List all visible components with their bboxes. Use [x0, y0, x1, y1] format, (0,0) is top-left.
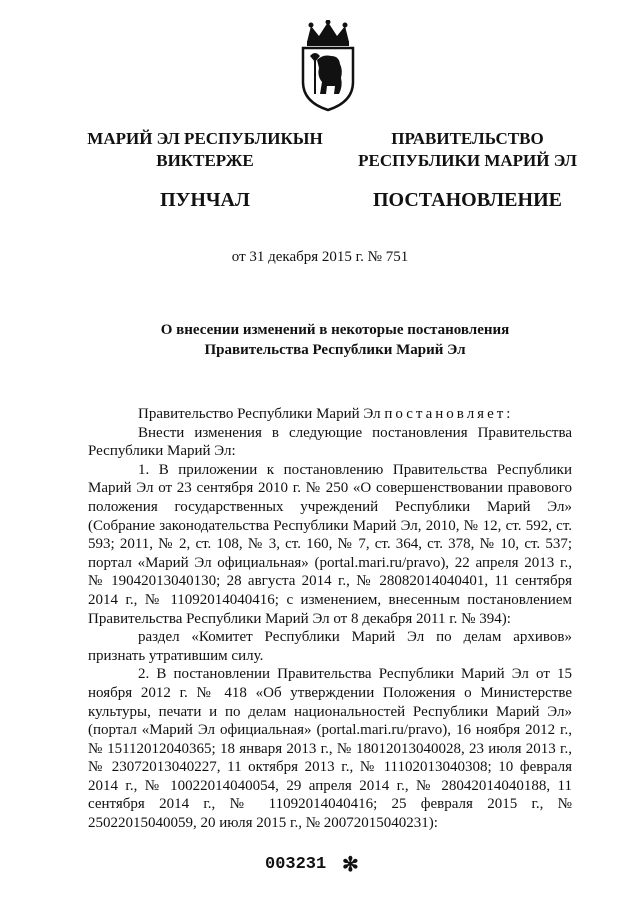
document-body: [88, 405, 572, 833]
date-prefix: от: [231, 249, 246, 265]
header-left-line1: МАРИЙ ЭЛ РЕСПУБЛИКЫН: [87, 129, 323, 148]
body-paragraph: Внести изменения в следующие постановления Правительства Республики Марий Эл:: [88, 424, 572, 460]
document-title: [90, 320, 580, 360]
body-paragraph: раздел «Комитет Республики Марий Эл по делам архивов» признать утратившим силу.: [88, 629, 572, 664]
header-left-line2: ВИКТЕРЖЕ: [156, 151, 254, 170]
header-left-doc-type: ПУНЧАЛ: [160, 189, 250, 211]
asterisk-mark: ✻: [342, 854, 359, 876]
document-date-line: [0, 249, 640, 266]
body-paragraph: 1. В приложении к постановлению Правительства Республики Марий Эл от 23 сентября 2010 г. № 250 «О совершенствовании правового положения государственных учреждений Республики Марий Эл» (Собрание законодательства Республики Марий Эл, 2010, № 12, ст. 592, ст. 593; 2011, № 2, ст. 108, № 3, ст. 160, № 7, ст. 364, ст. 378, № 10, ст. 537; портал «Марий Эл официальная» (portal.mari.ru/pravo), 22 апреля 2013 г., № 19042013040130; 28 августа 2014 г., № 28082014040401, 11 сентября 2014 г., № 11092014040416; с изменением, внесенным постановлением Правительства Республики Марий Эл от 8 декабря 2011 г. № 394):: [88, 461, 572, 627]
coat-of-arms-icon: [293, 20, 363, 112]
header-right: [350, 128, 585, 212]
intro-text: Правительство Республики Марий Эл: [138, 406, 385, 422]
header-left: [80, 128, 330, 212]
header-right-line2: РЕСПУБЛИКИ МАРИЙ ЭЛ: [358, 151, 577, 170]
document-date: 31 декабря 2015 г.: [249, 249, 364, 265]
body-paragraph: 2. В постановлении Правительства Республики Марий Эл от 15 ноября 2012 г. № 418 «Об утверждении Положения о Министерстве культуры, печати и по делам национальностей Республики Марий Эл» (портал «Марий Эл официальная» (portal.mari.ru/pravo), 16 ноября 2012 г., № 15112012040365; 18 января 2013 г., № 18012013040028, 23 июля 2013 г., № 23072013040227, 11 октября 2013 г., № 11102013040308; 10 февраля 2014 г., № 10022014040054, 29 апреля 2014 г., № 28042014040188, 11 сентября 2014 г., № 11092014040416; 25 февраля 2015 г., № 25022015040059, 20 июля 2015 г., № 20072015040231):: [88, 666, 572, 832]
intro-verb: постановляет:: [384, 406, 514, 422]
title-line1: О внесении изменений в некоторые постановления: [160, 322, 510, 338]
document-number: № 751: [367, 249, 409, 265]
title-line2: Правительства Республики Марий Эл: [204, 342, 466, 358]
body-intro: [88, 405, 572, 424]
header-right-doc-type: ПОСТАНОВЛЕНИЕ: [373, 189, 562, 211]
form-serial-number: 003231: [265, 855, 327, 874]
header-right-line1: ПРАВИТЕЛЬСТВО: [391, 129, 544, 148]
